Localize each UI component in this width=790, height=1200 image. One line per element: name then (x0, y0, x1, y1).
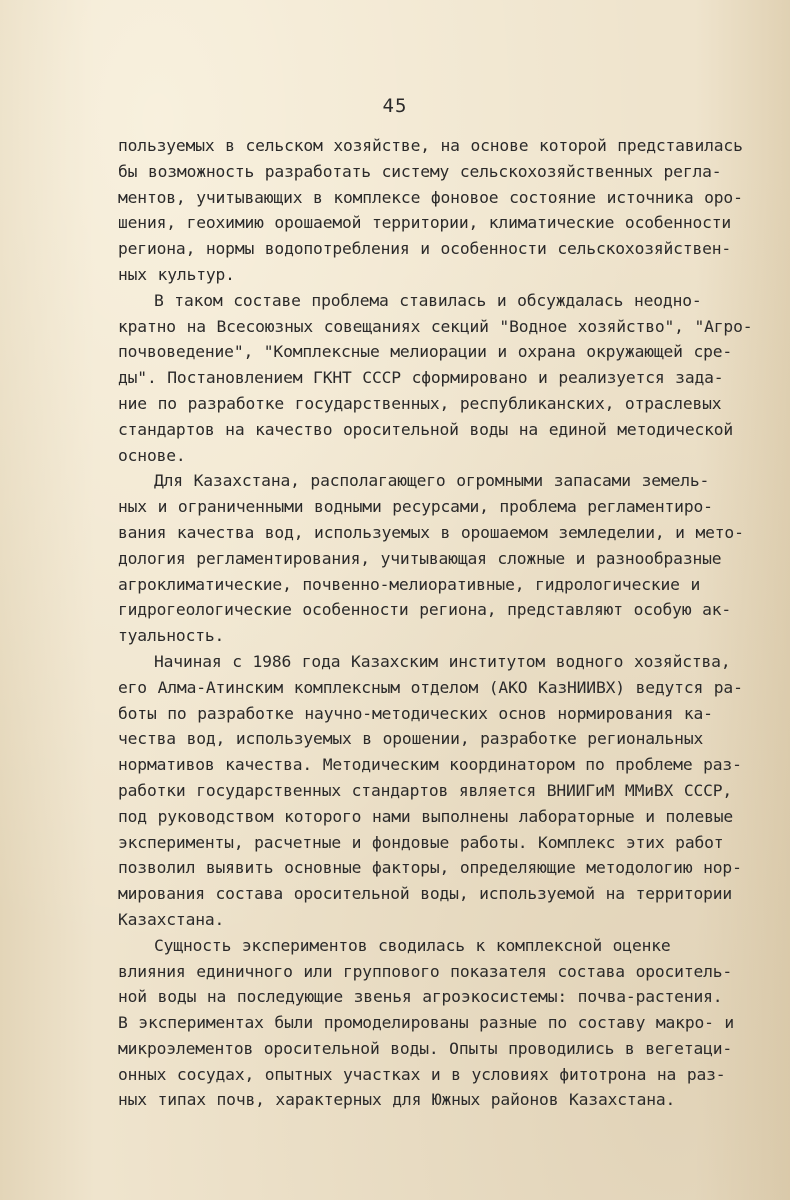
text-line: эксперименты, расчетные и фондовые работы. Комплекс этих работ (118, 832, 724, 852)
text-line: мирования состава оросительной воды, используемой на территории (118, 884, 733, 904)
text-line: онных сосудах, опытных участках и в условиях фитотрона на раз- (118, 1064, 726, 1084)
text-line: дология регламентирования, учитывающая сложные и разнообразные (118, 548, 722, 568)
text-line: В экспериментах были промоделированы разные по составу макро- и (118, 1013, 735, 1033)
text-line: позволил выявить основные факторы, определяющие методологию нор- (118, 858, 742, 878)
text-line: Сущность экспериментов сводилась к комплексной оценке (154, 935, 671, 955)
text-line: микроэлементов оросительной воды. Опыты проводились в вегетаци- (118, 1038, 733, 1058)
text-line: боты по разработке научно-методических основ нормирования ка- (118, 703, 713, 723)
text-line: влияния единичного или группового показателя состава ороситель- (118, 961, 733, 981)
text-line: вания качества вод, используемых в орошаемом земледелии, и мето- (118, 522, 744, 542)
paragraph (118, 649, 743, 933)
text-line: бы возможность разработать систему сельскохозяйственных регла- (118, 161, 722, 181)
text-line: основе. (118, 445, 186, 465)
text-line: ды". Постановлением ГКНТ СССР сформировано и реализуется зада- (118, 368, 724, 388)
text-line: стандартов на качество оросительной воды на единой методической (118, 419, 734, 439)
text-line: шения, геохимию орошаемой территории, климатические особенности (118, 213, 732, 233)
text-line: нормативов качества. Методическим координатором по проблеме раз- (118, 755, 742, 775)
text-line: ние по разработке государственных, республиканских, отраслевых (118, 393, 722, 413)
text-line: почвоведение", "Комплексные мелиорации и охрана окружающей сре- (118, 342, 733, 362)
text-line: В таком составе проблема ставилась и обсуждалась неодно- (154, 290, 702, 310)
text-line: агроклиматические, почвенно-мелиоративные, гидрологические и (118, 574, 701, 594)
text-line: работки государственных стандартов является ВНИИГиМ ММиВХ СССР, (118, 780, 733, 800)
text-line: Начиная с 1986 года Казахским институтом водного хозяйства, (154, 651, 731, 671)
text-line: чества вод, используемых в орошении, разработке региональных (118, 729, 704, 749)
text-line: кратно на Всесоюзных совещаниях секций "Водное хозяйство", "Агро- (118, 316, 753, 336)
paragraph (118, 933, 735, 1114)
text-line: Для Казахстана, располагающего огромными запасами земель- (154, 471, 710, 491)
page-number: 45 (382, 95, 408, 117)
text-line: под руководством которого нами выполнены лабораторные и полевые (118, 806, 734, 826)
paragraph (118, 468, 744, 649)
text-line: пользуемых в сельском хозяйстве, на основе которой представилась (118, 136, 743, 155)
text-line: гидрогеологические особенности региона, представляют особую ак- (118, 600, 732, 620)
text-line: ных типах почв, характерных для Южных районов Казахстана. (118, 1090, 676, 1110)
text-line: ных культур. (118, 264, 235, 284)
text-line: ной воды на последующие звенья агроэкосистемы: почва-растения. (118, 987, 723, 1007)
text-line: Казахстана. (118, 909, 225, 929)
paragraph (118, 133, 743, 288)
text-line: региона, нормы водопотребления и особенности сельскохозяйствен- (118, 239, 732, 259)
text-line: туальность. (118, 626, 225, 646)
text-line: ментов, учитывающих в комплексе фоновое состояние источника оро- (118, 187, 743, 207)
paragraph (118, 288, 753, 469)
text-line: ных и ограниченными водными ресурсами, проблема регламентиро- (118, 497, 713, 517)
document-body (118, 133, 753, 1113)
text-line: его Алма-Атинским комплексным отделом (АКО КазНИИВХ) ведутся ра- (118, 677, 743, 697)
